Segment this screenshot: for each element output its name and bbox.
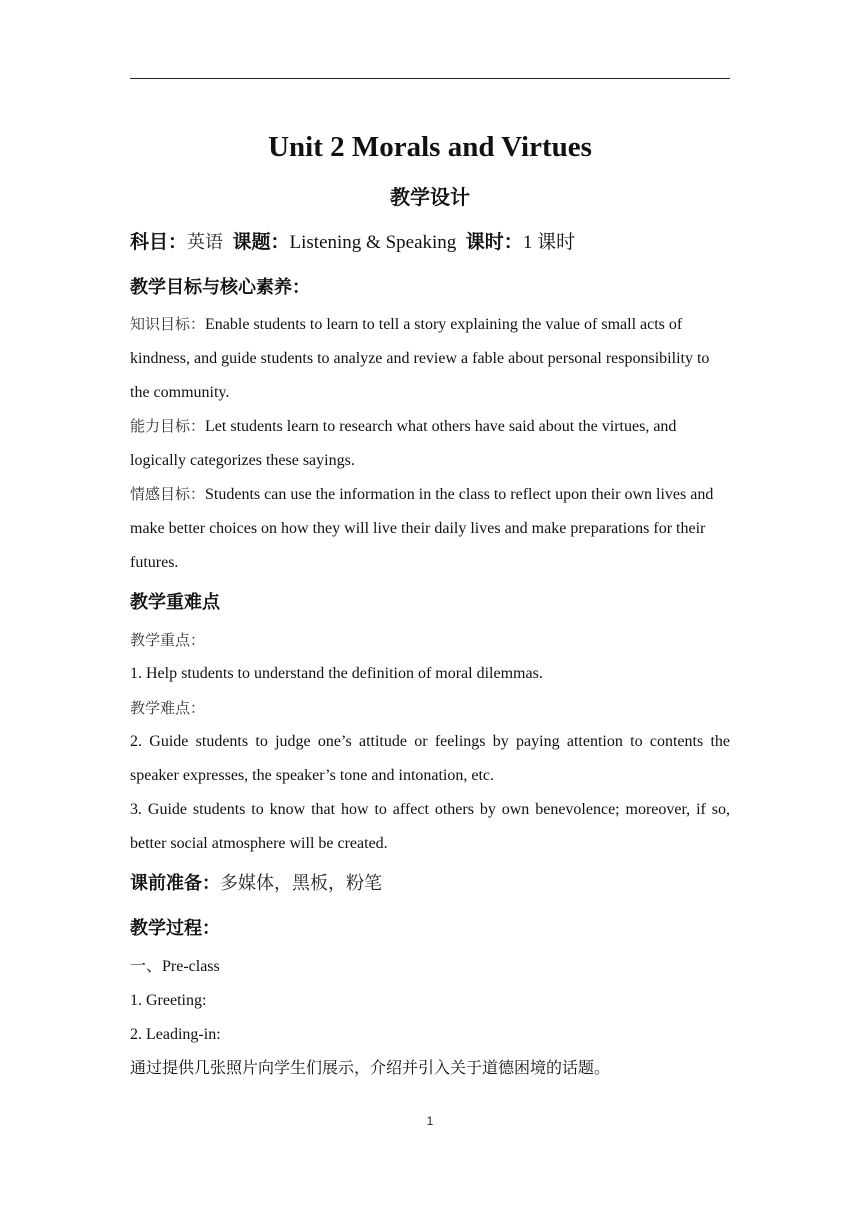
ability-label: 能力目标：	[130, 417, 206, 435]
emotion-label: 情感目标：	[130, 485, 206, 503]
process-section-1: 一、Pre-class	[130, 958, 220, 975]
topic-value: Listening & Speaking	[289, 232, 457, 253]
emotion-objective	[130, 477, 730, 580]
period-value: 1 课时	[522, 232, 576, 253]
key-points-label: 教学重点：	[130, 631, 206, 649]
subject-value: 英语	[187, 232, 224, 253]
emotion-text: Students can use the information in the class to reflect upon their own lives and make better choices on how they will live their daily lives and make preparations for their futures.	[130, 486, 714, 571]
topic-label: 课题：	[232, 231, 290, 253]
ability-objective	[130, 409, 730, 478]
process-step-2-text: 通过提供几张照片向学生们展示，介绍并引入关于道德困境的话题。	[130, 1058, 611, 1077]
preparation-line	[130, 869, 730, 895]
knowledge-label: 知识目标：	[130, 315, 206, 333]
objectives-heading: 教学目标与核心素养：	[130, 277, 310, 298]
difficult-point-2: 2. Guide students to judge one’s attitude or feelings by paying attention to contents the speaker expresses, the speaker’s tone and intonation, etc.	[130, 733, 730, 784]
document-title: Unit 2 Morals and Virtues	[268, 131, 592, 163]
document-subtitle: 教学设计	[390, 185, 470, 209]
preparation-label: 课前准备：	[130, 873, 220, 894]
process-step-1: 1. Greeting:	[130, 992, 207, 1009]
difficult-point-3: 3. Guide students to know that how to affect others by own benevolence; moreover, if so, better social atmosphere will be created.	[130, 801, 730, 852]
knowledge-text: Enable students to learn to tell a story explaining the value of small acts of kindness, and guide students to analyze and review a fable about personal responsibility to the community.	[130, 316, 710, 401]
key-point-1: 1. Help students to understand the definition of moral dilemmas.	[130, 665, 543, 682]
process-heading: 教学过程：	[130, 918, 220, 939]
key-points-heading: 教学重难点	[130, 592, 220, 613]
header-rule	[130, 78, 730, 79]
preparation-value: 多媒体，黑板，粉笔	[220, 873, 382, 894]
period-label: 课时：	[465, 231, 523, 253]
process-step-2: 2. Leading-in:	[130, 1026, 221, 1043]
ability-text: Let students learn to research what others have said about the virtues, and logically categorizes these sayings.	[130, 418, 677, 469]
difficult-points-label: 教学难点：	[130, 699, 206, 717]
subject-label: 科目：	[130, 231, 188, 253]
knowledge-objective	[130, 307, 730, 410]
course-meta-line	[130, 227, 730, 254]
page-number: 1	[426, 1114, 434, 1128]
